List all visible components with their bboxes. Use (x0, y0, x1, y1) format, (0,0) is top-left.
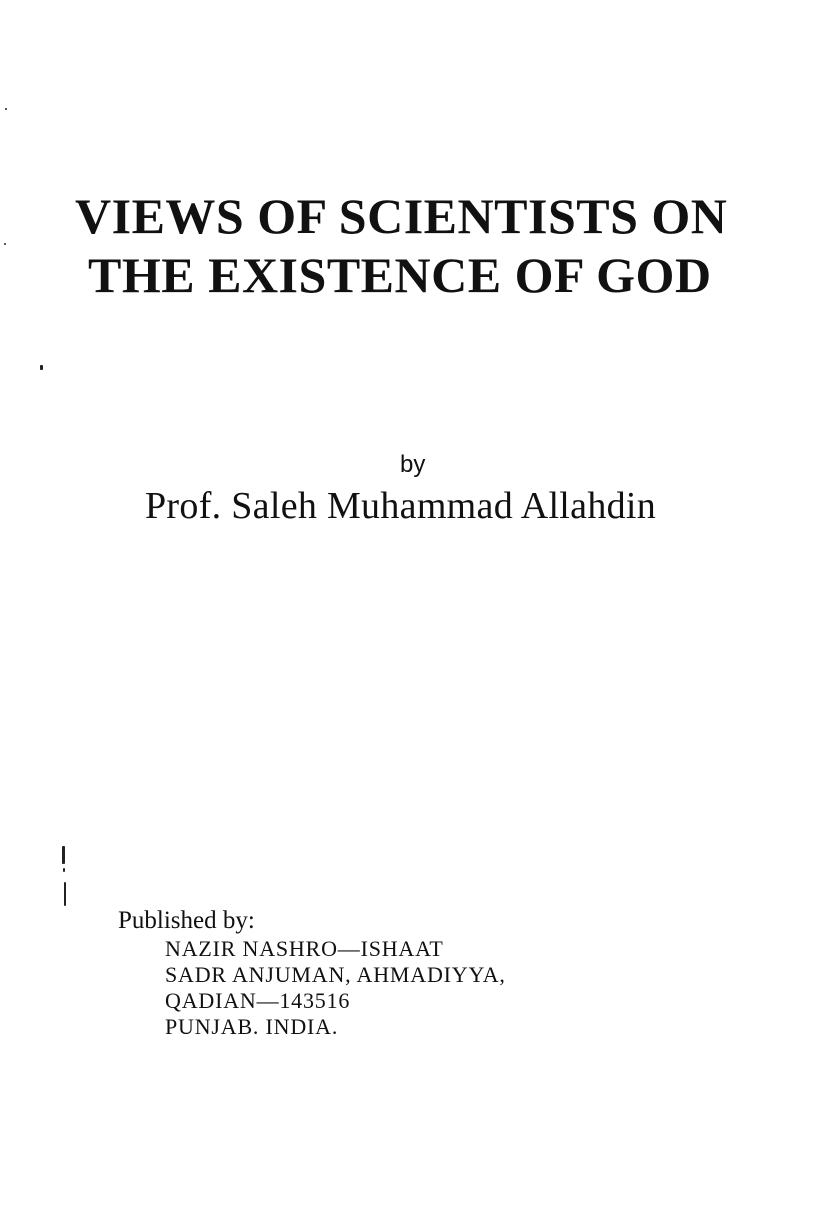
author-name: Prof. Saleh Muhammad Allahdin (145, 485, 657, 527)
publisher-line: SADR ANJUMAN, AHMADIYYA, (165, 962, 506, 987)
scan-speck (40, 365, 43, 370)
published-by-label: Published by: (118, 907, 255, 934)
scan-speck (64, 882, 66, 906)
scan-speck (4, 243, 6, 245)
scan-speck (62, 846, 65, 864)
publisher-line: PUNJAB. INDIA. (165, 1014, 339, 1039)
book-title-line-2: THE EXISTENCE OF GOD (88, 247, 712, 303)
scan-speck (63, 868, 65, 872)
book-title-line-1: VIEWS OF SCIENTISTS ON (75, 188, 728, 244)
publisher-line: QADIAN—143516 (165, 988, 351, 1013)
by-label: by (400, 451, 426, 478)
publisher-line: NAZIR NASHRO—ISHAAT (165, 936, 444, 961)
scan-speck (5, 108, 7, 110)
publisher-address (165, 936, 506, 1040)
